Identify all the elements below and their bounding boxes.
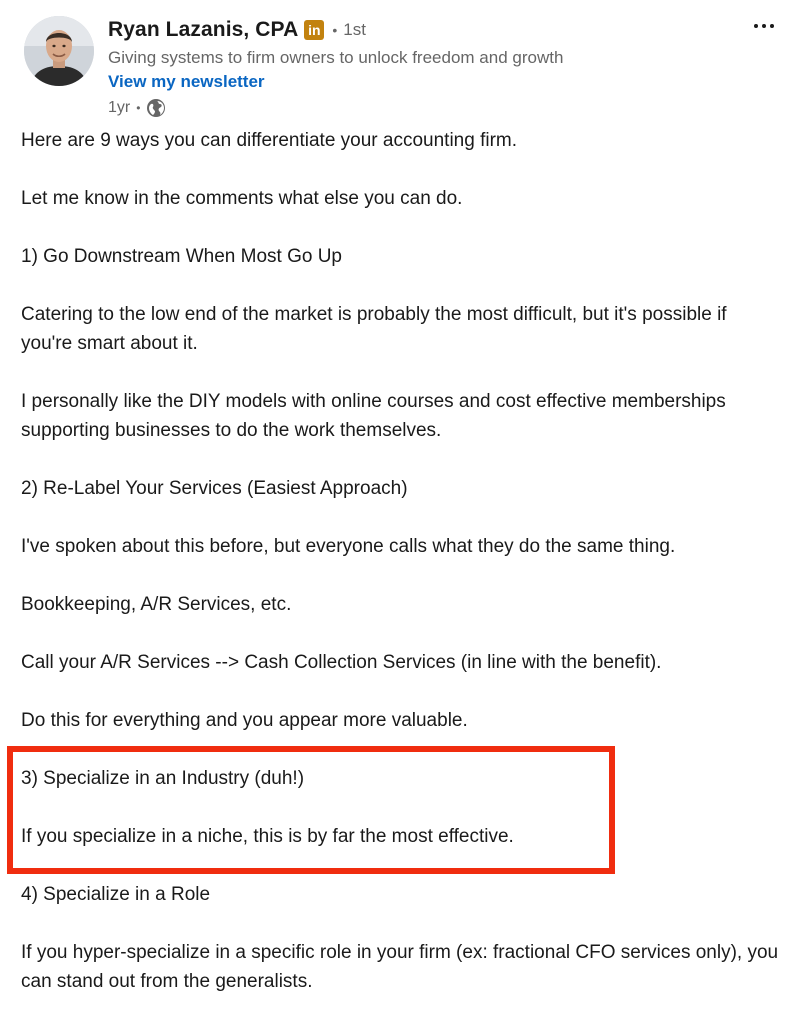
view-newsletter-link[interactable]: View my newsletter — [108, 72, 265, 91]
post-paragraph: 4) Specialize in a Role — [21, 884, 211, 905]
avatar-photo — [24, 16, 94, 86]
post-paragraph: Here are 9 ways you can differentiate your accounting firm. — [21, 130, 518, 151]
post-paragraph: Call your A/R Services --> Cash Collection Services (in line with the benefit). — [21, 652, 662, 673]
post-paragraph: 2) Re-Label Your Services (Easiest Approach) — [21, 478, 408, 499]
linkedin-premium-badge-icon: in — [304, 20, 324, 40]
post-paragraph: Catering to the low end of the market is probably the most difficult, but it's possible if you're smart about it. — [21, 304, 727, 354]
post-paragraph: I personally like the DIY models with online courses and cost effective memberships supporting businesses to do the work themselves. — [21, 391, 726, 441]
more-options-icon[interactable] — [748, 12, 780, 40]
post-paragraph: If you hyper-specialize in a specific role in your firm (ex: fractional CFO services only), you can stand out from the generalists. — [21, 942, 779, 992]
author-name-row — [108, 14, 708, 46]
post-paragraph: If you specialize in a niche, this is by far the most effective. — [21, 826, 514, 847]
post-paragraph: 1) Go Downstream When Most Go Up — [21, 246, 342, 267]
author-avatar[interactable] — [24, 16, 94, 86]
post-paragraph: Let me know in the comments what else you can do. — [21, 188, 463, 209]
post-age: 1yr — [108, 99, 131, 116]
post-paragraph: Do this for everything and you appear more valuable. — [21, 710, 468, 731]
post-header — [0, 0, 800, 118]
globe-icon — [146, 98, 166, 118]
author-info — [108, 14, 708, 122]
separator-dot: • — [332, 22, 338, 38]
author-tagline: Giving systems to firm owners to unlock freedom and growth — [108, 48, 564, 67]
post-body — [21, 126, 781, 1025]
post-paragraph: 3) Specialize in an Industry (duh!) — [21, 768, 305, 789]
separator-dot: • — [136, 101, 141, 115]
connection-degree: 1st — [343, 20, 366, 39]
post-paragraph: I've spoken about this before, but everyone calls what they do the same thing. — [21, 536, 676, 557]
post-meta — [108, 94, 708, 122]
post-paragraph: Bookkeeping, A/R Services, etc. — [21, 594, 292, 615]
author-name[interactable]: Ryan Lazanis, CPA — [108, 18, 299, 41]
